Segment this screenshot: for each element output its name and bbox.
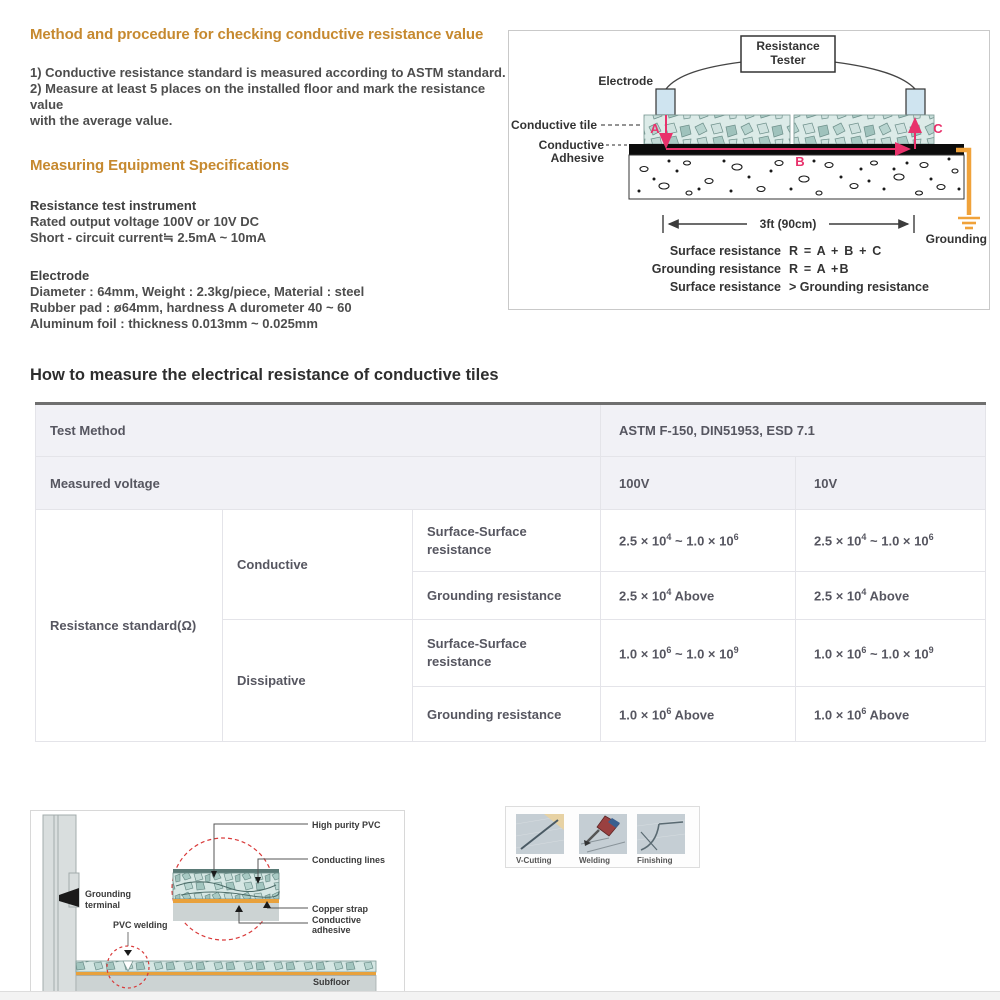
measurement-diagram-svg xyxy=(509,31,989,309)
electrode-line: Diameter : 64mm, Weight : 2.3kg/piece, Material : steel xyxy=(30,284,365,299)
point-b-label: B xyxy=(795,154,805,169)
ground-symbol-icon xyxy=(958,218,980,228)
heading-equipment: Measuring Equipment Specifications xyxy=(30,157,290,174)
grounding-resistance-label: Grounding resistance xyxy=(413,572,601,620)
welding-icon xyxy=(579,814,627,854)
electrode-left xyxy=(656,89,675,115)
page-bottom-divider xyxy=(0,991,1000,1000)
point-a-label: A xyxy=(650,121,660,136)
weld-arrow-icon xyxy=(124,950,132,956)
v-cutting-icon xyxy=(516,814,564,854)
table-row-conductive-surface xyxy=(36,510,986,572)
conductive-tile-right xyxy=(794,115,934,144)
method-para-line: 2) Measure at least 5 places on the installed floor and mark the resistance value xyxy=(30,81,486,112)
section-title: How to measure the electrical resistance of conductive tiles xyxy=(30,366,499,384)
surface-surface-label: Surface-Surface resistance xyxy=(413,620,601,687)
method-para-line: 1) Conductive resistance standard is measured according to ASTM standard. xyxy=(30,65,506,80)
high-purity-pvc-label: High purity PVC xyxy=(312,820,381,830)
heading-method: Method and procedure for checking conductive resistance value xyxy=(30,26,484,43)
step-label: Welding xyxy=(579,856,610,865)
formula-value: R = A + B + C xyxy=(789,244,883,258)
test-method-value: ASTM F-150, DIN51953, ESD 7.1 xyxy=(601,404,986,457)
electrode-right xyxy=(906,89,925,115)
conductive-adhesive-label: Conductive xyxy=(538,138,604,152)
process-strip xyxy=(505,806,700,868)
pvc-welding-label: PVC welding xyxy=(113,920,168,930)
grounding-terminal-label: terminal xyxy=(85,900,121,910)
method-para-line: with the average value. xyxy=(30,113,173,128)
dissipative-label: Dissipative xyxy=(223,620,413,742)
instrument-line: Short - circuit current≒ 2.5mA ~ 10mA xyxy=(30,230,267,245)
value-diss-surface-10v: $1.0 \times 10^6$ ~ $1.0 \times 10^9$ xyxy=(796,620,986,687)
table-row-test-method xyxy=(36,404,986,457)
welding-thumbnail xyxy=(579,814,627,854)
value-diss-ground-100v: $1.0 \times 10^6$ Above xyxy=(601,687,796,742)
resistance-spec-table xyxy=(35,402,986,742)
grounding-terminal-label: Grounding xyxy=(85,889,131,899)
surface-surface-label: Surface-Surface resistance xyxy=(413,510,601,572)
conductive-tile-label: Conductive tile xyxy=(511,118,598,132)
conductive-adhesive-label: Conductive xyxy=(312,915,362,925)
copper-strap-label: Copper strap xyxy=(312,904,369,914)
voltage-label: Measured voltage xyxy=(36,457,601,510)
value-cond-ground-10v: $2.5 \times 10^4$ Above xyxy=(796,572,986,620)
resistance-tester-label: Tester xyxy=(770,53,806,67)
step-label: Finishing xyxy=(637,856,673,865)
conductive-adhesive-label: adhesive xyxy=(312,925,351,935)
value-diss-surface-100v: $1.0 \times 10^6$ ~ $1.0 \times 10^9$ xyxy=(601,620,796,687)
grounding-label: Grounding xyxy=(925,232,987,246)
instrument-title: Resistance test instrument xyxy=(30,198,197,213)
test-method-label: Test Method xyxy=(36,404,601,457)
detail-pvc-layer xyxy=(173,873,279,899)
leader-high-purity-pvc xyxy=(214,824,308,871)
finishing-thumbnail xyxy=(637,814,685,854)
floor-adhesive-layer xyxy=(76,972,376,976)
floor-pvc-layer xyxy=(76,961,376,972)
point-c-label: C xyxy=(933,121,943,136)
installation-diagram xyxy=(30,810,405,995)
conductive-label: Conductive xyxy=(223,510,413,620)
electrode-label: Electrode xyxy=(598,74,653,88)
conducting-lines-label: Conducting lines xyxy=(312,855,385,865)
resistance-standard-label: Resistance standard(Ω) xyxy=(36,510,223,742)
formula-block xyxy=(652,244,929,294)
voltage-10v: 10V xyxy=(796,457,986,510)
resistance-tester-label: Resistance xyxy=(756,39,820,53)
electrode-line: Rubber pad : ø64mm, hardness A durometer 40 ~ 60 xyxy=(30,300,352,315)
table-row-voltage xyxy=(36,457,986,510)
formula-label: Surface resistance xyxy=(669,280,781,294)
detail-top-line xyxy=(173,869,279,873)
grounding-resistance-label: Grounding resistance xyxy=(413,687,601,742)
formula-label: Surface resistance xyxy=(669,244,781,258)
value-cond-surface-100v: $2.5 \times 10^4$ ~ $1.0 \times 10^6$ xyxy=(601,510,796,572)
finishing-icon xyxy=(637,814,685,854)
value-cond-ground-100v: $2.5 \times 10^4$ Above xyxy=(601,572,796,620)
formula-value: R = A +B xyxy=(789,262,850,276)
detail-subfloor-layer xyxy=(173,903,279,921)
step-label: V-Cutting xyxy=(516,856,552,865)
tester-wire-right xyxy=(834,62,915,89)
detail-copper-layer xyxy=(173,899,279,903)
voltage-100v: 100V xyxy=(601,457,796,510)
formula-value: > Grounding resistance xyxy=(789,280,929,294)
v-cutting-thumbnail xyxy=(516,814,564,854)
value-diss-ground-10v: $1.0 \times 10^6$ Above xyxy=(796,687,986,742)
left-text-column xyxy=(30,26,508,332)
conductive-adhesive-label: Adhesive xyxy=(550,151,604,165)
formula-label: Grounding resistance xyxy=(651,262,781,276)
subfloor-label: Subfloor xyxy=(313,977,350,987)
instrument-line: Rated output voltage 100V or 10V DC xyxy=(30,214,259,229)
electrode-title: Electrode xyxy=(30,268,90,283)
dimension-label: 3ft (90cm) xyxy=(759,217,817,231)
electrode-line: Aluminum foil : thickness 0.013mm ~ 0.025mm xyxy=(30,316,318,331)
value-cond-surface-10v: $2.5 \times 10^4$ ~ $1.0 \times 10^6$ xyxy=(796,510,986,572)
installation-diagram-svg xyxy=(31,811,404,994)
tester-wire-left xyxy=(666,62,742,89)
measurement-diagram xyxy=(508,30,990,310)
